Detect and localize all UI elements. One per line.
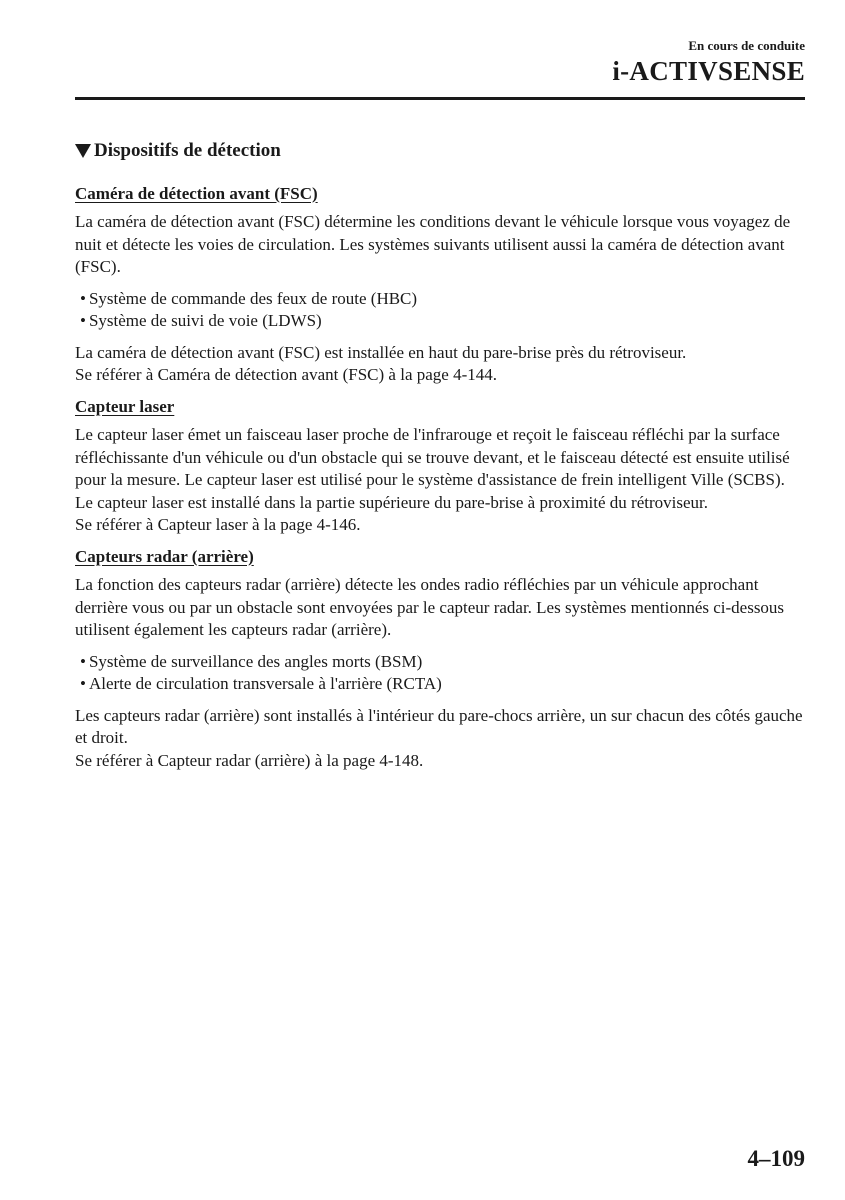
list-item: • Système de suivi de voie (LDWS) [80, 310, 805, 333]
radar-heading: Capteurs radar (arrière) [75, 546, 254, 566]
fsc-location-text: La caméra de détection avant (FSC) est installée en haut du pare-brise près du rétroviseur. [75, 342, 687, 362]
chapter-title: En cours de conduite [688, 38, 805, 53]
page-content [75, 140, 805, 781]
fsc-location [75, 342, 805, 387]
laser-description-text: Le capteur laser émet un faisceau laser proche de l'infrarouge et reçoit le faisceau réfléchi par la surface réfléchissante d'un véhicule ou d'un obstacle qui se trouve devant, et le faisceau détecté est ensuite utilisé pour la mesure. Le capteur laser est utilisé pour le système d'assistance de frein intelligent Ville (SCBS). [75, 425, 790, 489]
fsc-intro: La caméra de détection avant (FSC) détermine les conditions devant le véhicule lorsque vous voyagez de nuit et détecte les voies de circulation. Les systèmes suivants utilisent aussi la caméra de détection avant (FSC). [75, 212, 791, 276]
list-item: • Système de commande des feux de route (HBC) [80, 288, 805, 311]
fsc-heading: Caméra de détection avant (FSC) [75, 183, 318, 203]
radar-intro: La fonction des capteurs radar (arrière) détecte les ondes radio réfléchies par un véhicule approchant derrière vous ou par un obstacle sont envoyées par le capteur radar. Les systèmes mentionnés ci-dessous utilisent également les capteurs radar (arrière). [75, 575, 785, 639]
fsc-bullet-list [75, 288, 805, 333]
laser-reference: Se référer à Capteur laser à la page 4-146. [75, 515, 361, 534]
list-item: • Alerte de circulation transversale à l'arrière (RCTA) [80, 673, 805, 696]
page-number: 4–109 [747, 1146, 805, 1171]
main-heading [75, 140, 805, 163]
laser-location: Le capteur laser est installé dans la partie supérieure du pare-brise à proximité du rétroviseur. [75, 492, 709, 512]
radar-location [75, 705, 805, 773]
page-header [75, 38, 805, 86]
header-rule [75, 97, 805, 100]
fsc-reference: Se référer à Caméra de détection avant (FSC) à la page 4-144. [75, 365, 497, 384]
laser-heading: Capteur laser [75, 396, 175, 416]
main-heading-text: Dispositifs de détection [94, 140, 281, 161]
radar-location-text: Les capteurs radar (arrière) sont installés à l'intérieur du pare-chocs arrière, un sur chacun des côtés gauche et droit. [75, 705, 803, 747]
section-title: i-ACTIVSENSE [612, 56, 805, 86]
down-triangle-icon [75, 144, 91, 158]
radar-reference: Se référer à Capteur radar (arrière) à la page 4-148. [75, 750, 424, 770]
radar-bullet-list [75, 651, 805, 696]
list-item: • Système de surveillance des angles morts (BSM) [80, 651, 805, 674]
laser-description [75, 424, 805, 537]
